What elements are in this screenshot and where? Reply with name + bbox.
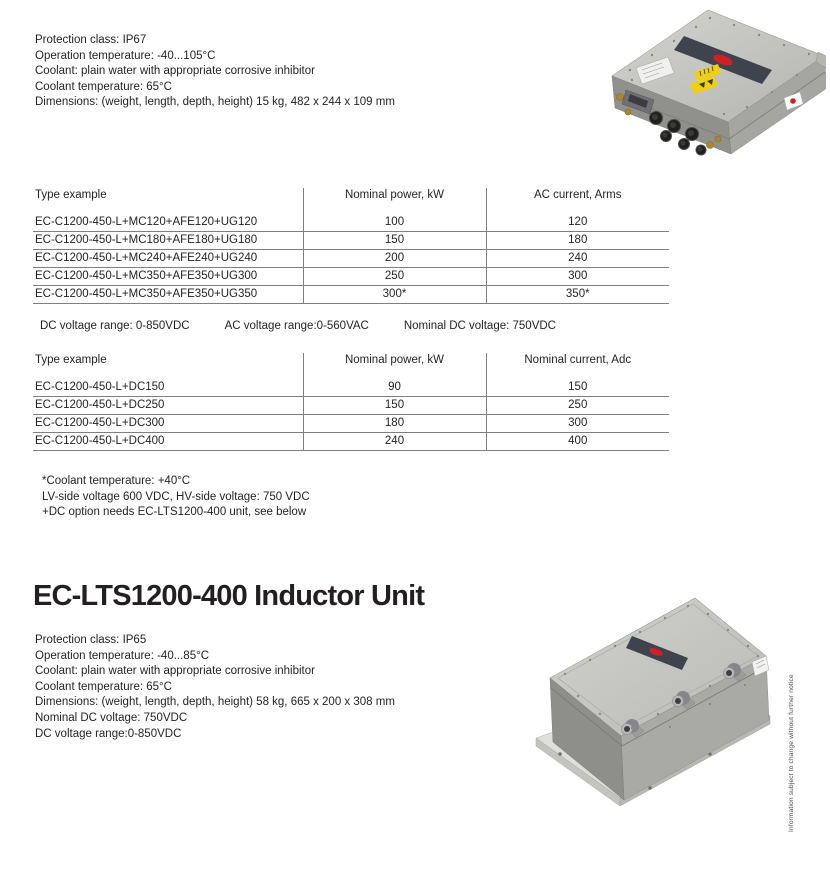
- ac-ratings-table: [33, 188, 669, 304]
- red-dot-icon: [790, 98, 796, 104]
- table-header-row: [33, 188, 669, 214]
- table-cell: EC-C1200-450-L+MC180+AFE180+UG180: [33, 232, 303, 250]
- table-cell: EC-C1200-450-L+MC240+AFE240+UG240: [33, 250, 303, 268]
- table-row: [33, 232, 669, 250]
- converter-photo: [604, 2, 826, 162]
- voltage-ratings: [40, 320, 556, 332]
- spec-line: Operation temperature: -40...85°C: [35, 649, 209, 662]
- table-row: [33, 214, 669, 232]
- table-cell: 150: [486, 379, 669, 397]
- table-cell: 240: [486, 250, 669, 268]
- table-cell: 300*: [303, 286, 486, 304]
- spec-line: Protection class: IP67: [35, 34, 147, 46]
- table-row: [33, 268, 669, 286]
- table-cell: EC-C1200-450-L+DC250: [33, 397, 303, 415]
- voltage-note: AC voltage range:0-560VAC: [224, 320, 369, 332]
- table-cell: 350*: [486, 286, 669, 304]
- spec-line: Operation temperature: -40...105°C: [35, 49, 216, 62]
- table-row: [33, 433, 669, 451]
- table-cell: 250: [303, 268, 486, 286]
- table-cell: 400: [486, 433, 669, 451]
- inductor-photo-graphic: [520, 592, 778, 807]
- footnote-line: +DC option needs EC-LTS1200-400 unit, see below: [42, 506, 307, 519]
- table-cell: 100: [303, 214, 486, 232]
- spec-line: Nominal DC voltage: 750VDC: [35, 711, 188, 724]
- col-header-type-example: Type example: [35, 189, 107, 201]
- inductor-photo: [520, 592, 778, 807]
- spec-line: Coolant temperature: 65°C: [35, 680, 172, 693]
- converter-photo-graphic: [604, 2, 826, 162]
- inductor-specs: [35, 633, 395, 742]
- table-cell: 300: [486, 415, 669, 433]
- footnote-line: LV-side voltage 600 VDC, HV-side voltage: 750 VDC: [42, 490, 310, 503]
- table-cell: EC-C1200-450-L+MC350+AFE350+UG350: [33, 286, 303, 304]
- table-cell: EC-C1200-450-L+DC300: [33, 415, 303, 433]
- table-cell: 300: [486, 268, 669, 286]
- spec-line: Dimensions: (weight, length, depth, height) 58 kg, 665 x 200 x 308 mm: [35, 696, 395, 709]
- spec-line: Protection class: IP65: [35, 634, 147, 646]
- table-cell: 250: [486, 397, 669, 415]
- table-cell: 240: [303, 433, 486, 451]
- table-cell: EC-C1200-450-L+DC150: [33, 379, 303, 397]
- col-header-ac-current: AC current, Arms: [486, 188, 669, 214]
- dc-ratings-table: [33, 353, 669, 451]
- table-cell: 150: [303, 232, 486, 250]
- table-row: [33, 415, 669, 433]
- voltage-note: DC voltage range: 0-850VDC: [40, 320, 190, 332]
- legal-note-vertical: Information subject to change without further notice: [788, 674, 795, 832]
- table-row: [33, 250, 669, 268]
- col-header-nominal-power: Nominal power, kW: [303, 188, 486, 214]
- col-header-type-example: Type example: [35, 354, 107, 366]
- table-cell: EC-C1200-450-L+DC400: [33, 433, 303, 451]
- table-cell: EC-C1200-450-L+MC350+AFE350+UG300: [33, 268, 303, 286]
- spec-line: Coolant temperature: 65°C: [35, 80, 172, 93]
- table-cell: 200: [303, 250, 486, 268]
- table-cell: 150: [303, 397, 486, 415]
- converter-specs: [35, 33, 395, 111]
- inductor-title: EC-LTS1200-400 Inductor Unit: [33, 580, 425, 612]
- table-cell: 180: [303, 415, 486, 433]
- table-cell: 180: [486, 232, 669, 250]
- footnotes: [42, 474, 310, 521]
- table-row: [33, 286, 669, 304]
- table-cell: 90: [303, 379, 486, 397]
- table-header-row: [33, 353, 669, 379]
- col-header-nominal-current: Nominal current, Adc: [486, 353, 669, 379]
- spec-line: Coolant: plain water with appropriate corrosive inhibitor: [35, 65, 315, 78]
- col-header-nominal-power: Nominal power, kW: [303, 353, 486, 379]
- footnote-line: *Coolant temperature: +40°C: [42, 475, 191, 487]
- voltage-note: Nominal DC voltage: 750VDC: [403, 320, 556, 332]
- spec-line: Dimensions: (weight, length, depth, height) 15 kg, 482 x 244 x 109 mm: [35, 96, 395, 109]
- spec-line: Coolant: plain water with appropriate corrosive inhibitor: [35, 665, 315, 678]
- table-cell: 120: [486, 214, 669, 232]
- table-cell: EC-C1200-450-L+MC120+AFE120+UG120: [33, 214, 303, 232]
- table-row: [33, 379, 669, 397]
- table-row: [33, 397, 669, 415]
- spec-line: DC voltage range:0-850VDC: [35, 727, 182, 740]
